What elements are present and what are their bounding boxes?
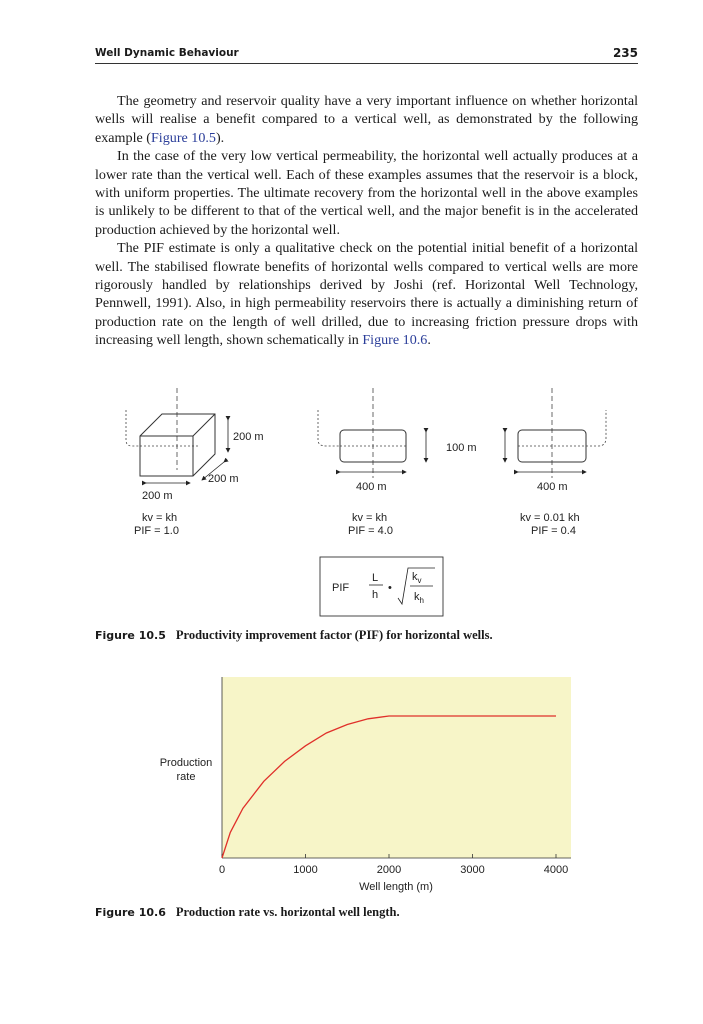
formula-kv: $k_v$ — [412, 571, 422, 585]
x-tick-label: 1000 — [293, 864, 318, 876]
y-axis-label-line1: Production — [159, 757, 213, 769]
block2-width-label: 400 m — [356, 481, 387, 493]
page-number: 235 — [612, 46, 638, 60]
y-axis-label-line2: rate — [176, 771, 196, 783]
block1-width-label: 200 m — [142, 490, 173, 502]
block1-height-label: 200 m — [233, 431, 264, 443]
figure-10-6-label: Figure 10.6 — [95, 906, 166, 919]
block1-depth-label: 200 m — [208, 473, 239, 485]
formula-h: h — [372, 589, 379, 601]
plot-background — [222, 677, 571, 858]
figure-10-6-caption-text: Production rate vs. horizontal well length. — [175, 905, 400, 919]
paragraph-1-end: ). — [215, 129, 225, 146]
block3-width-label: 400 m — [537, 481, 568, 493]
figure-10-5-label: Figure 10.5 — [95, 629, 166, 642]
paragraph-3-text: The PIF estimate is only a qualitative check on the potential initial benefit of a horizontal well. The stabilised flowrate benefits of horizontal wells compared to vertical wells are more rigorously handled by relationships derived by Joshi (ref. Horizontal Well Technology, Pennwell, 1991). Also, in high permeability reservoirs there is actually a diminishing return of production rate on the length of well drilled, due to increasing friction pressure drops with increasing well length, shown schematically in — [95, 240, 638, 349]
formula-kh: $k_h$ — [414, 591, 424, 605]
paragraph-3 — [95, 239, 638, 349]
page-header — [95, 45, 638, 64]
x-tick-label: 4000 — [543, 864, 569, 876]
paragraph-1-text: The geometry and reservoir quality have a very important influence on whether horizontal wells will realise a benefit compared to a vertical well, as demonstrated by the following example ( — [95, 93, 638, 146]
x-tick-label: 0 — [218, 864, 226, 876]
paragraph-3-end: . — [427, 332, 431, 349]
block1-pif-label: PIF = 1.0 — [134, 525, 179, 537]
block2-pif-label: PIF = 4.0 — [348, 525, 393, 537]
thickness-label: 100 m — [446, 442, 477, 454]
block1-perm-label: kv = kh — [142, 512, 178, 524]
x-tick-label: 3000 — [460, 864, 485, 876]
figure-10-5-link[interactable]: Figure 10.5 — [150, 129, 216, 146]
paragraph-1 — [95, 92, 638, 147]
figure-10-5-caption-text: Productivity improvement factor (PIF) for horizontal wells. — [175, 628, 493, 642]
block2-perm-label: kv = kh — [352, 512, 388, 524]
running-head: Well Dynamic Behaviour — [95, 47, 239, 59]
paragraph-2: In the case of the very low vertical permeability, the horizontal well actually produces at a lower rate than the vertical well. Each of these examples assumes that the reservoir is a block, with uniform properties. The ultimate recovery from the horizontal well in the above examples is unlikely to be different to that of the vertical well, and the major benefit is in the accelerated production achieved by the horizontal well. — [95, 148, 638, 238]
formula-dot: • — [388, 582, 392, 594]
x-axis-label: Well length (m) — [359, 881, 433, 893]
figure-10-6-link[interactable]: Figure 10.6 — [362, 332, 428, 349]
formula-L: L — [372, 572, 379, 584]
figure-10-6-caption — [95, 905, 400, 920]
body-text — [95, 92, 638, 350]
block3-perm-label: kv = 0.01 kh — [520, 512, 580, 524]
block3-pif-label: PIF = 0.4 — [531, 525, 576, 537]
formula-pif: PIF — [332, 582, 350, 594]
figure-10-5-caption — [95, 628, 493, 643]
x-tick-label: 2000 — [376, 864, 402, 876]
